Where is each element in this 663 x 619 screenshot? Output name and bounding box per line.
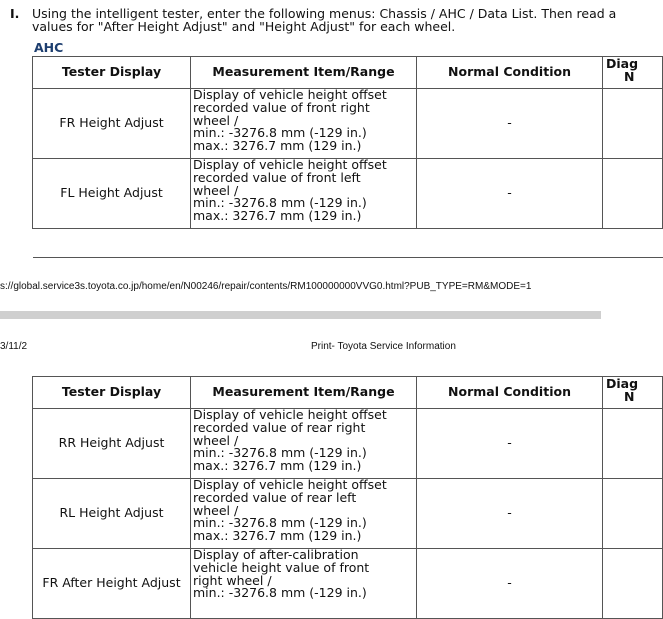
normal-condition-cell: - bbox=[417, 479, 603, 549]
tester-display-cell: RR Height Adjust bbox=[33, 409, 191, 479]
data-list-table-2 bbox=[32, 376, 663, 619]
table-row bbox=[33, 159, 663, 229]
tester-display-cell: FR Height Adjust bbox=[33, 89, 191, 159]
measurement-cell bbox=[191, 159, 417, 229]
step-text-line-1: Using the intelligent tester, enter the following menus: Chassis / AHC / Data List. Then read a bbox=[32, 6, 617, 21]
spacer-row bbox=[33, 229, 663, 258]
measurement-line: Display of vehicle height offset bbox=[193, 477, 387, 492]
measurement-cell bbox=[191, 409, 417, 479]
measurement-cell bbox=[191, 89, 417, 159]
measurement-line: recorded value of front left bbox=[193, 169, 361, 185]
measurement-line: min.: -3276.8 mm (-129 in.) bbox=[193, 125, 367, 141]
header-diagnostic-note: Diag N bbox=[603, 57, 663, 89]
measurement-line: Display of vehicle height offset bbox=[193, 87, 387, 102]
measurement-line: max.: 3276.7 mm (129 in.) bbox=[193, 528, 362, 544]
measurement-line: right wheel / bbox=[193, 572, 272, 588]
header-tester-display: Tester Display bbox=[33, 377, 191, 409]
table-body bbox=[33, 89, 663, 229]
measurement-line: Display of after-calibration bbox=[193, 547, 359, 562]
table-row bbox=[33, 549, 663, 619]
table-header-row bbox=[33, 377, 663, 409]
measurement-line: max.: 3276.7 mm (129 in.) bbox=[193, 458, 362, 474]
diagnostic-note-cell bbox=[603, 549, 663, 619]
measurement-line: wheel / bbox=[193, 112, 239, 128]
tester-display-cell: RL Height Adjust bbox=[33, 479, 191, 549]
data-list-table-1 bbox=[32, 56, 663, 258]
measurement-line: max.: 3276.7 mm (129 in.) bbox=[193, 138, 362, 154]
table-row bbox=[33, 89, 663, 159]
normal-condition-cell: - bbox=[417, 549, 603, 619]
diagnostic-note-cell bbox=[603, 479, 663, 549]
measurement-cell bbox=[191, 479, 417, 549]
measurement-line: wheel / bbox=[193, 182, 239, 198]
normal-condition-cell: - bbox=[417, 409, 603, 479]
header-normal-condition: Normal Condition bbox=[417, 57, 603, 89]
measurement-line: min.: -3276.8 mm (-129 in.) bbox=[193, 585, 367, 601]
measurement-line: min.: -3276.8 mm (-129 in.) bbox=[193, 445, 367, 461]
header-tester-display: Tester Display bbox=[33, 57, 191, 89]
diagnostic-note-cell bbox=[603, 409, 663, 479]
measurement-line: Display of vehicle height offset bbox=[193, 157, 387, 172]
step-text-line-2: values for "After Height Adjust" and "Height Adjust" for each wheel. bbox=[32, 19, 456, 34]
measurement-line: wheel / bbox=[193, 502, 239, 518]
table-body bbox=[33, 409, 663, 619]
header-diagnostic-note: Diag N bbox=[603, 377, 663, 409]
tester-display-cell: FL Height Adjust bbox=[33, 159, 191, 229]
header-measurement: Measurement Item/Range bbox=[191, 377, 417, 409]
table-row bbox=[33, 479, 663, 549]
measurement-cell bbox=[191, 549, 417, 619]
measurement-line: recorded value of rear left bbox=[193, 489, 357, 505]
diagnostic-note-cell bbox=[603, 159, 663, 229]
header-normal-condition: Normal Condition bbox=[417, 377, 603, 409]
step-number: I. bbox=[10, 6, 20, 21]
footer-url: s://global.service3s.toyota.co.jp/home/en/N00246/repair/contents/RM100000000VVG0.html?PUB_TYPE=RM&MODE=1 bbox=[0, 281, 532, 292]
table-header-row bbox=[33, 57, 663, 89]
measurement-line: wheel / bbox=[193, 432, 239, 448]
print-date: 3/11/2 bbox=[0, 341, 28, 352]
measurement-line: min.: -3276.8 mm (-129 in.) bbox=[193, 195, 367, 211]
measurement-line: Display of vehicle height offset bbox=[193, 407, 387, 422]
table-row bbox=[33, 409, 663, 479]
measurement-line: recorded value of rear right bbox=[193, 419, 366, 435]
print-header: Print- Toyota Service Information bbox=[311, 341, 456, 352]
normal-condition-cell: - bbox=[417, 159, 603, 229]
section-title: AHC bbox=[34, 40, 64, 55]
diagnostic-note-cell bbox=[603, 89, 663, 159]
measurement-line: max.: 3276.7 mm (129 in.) bbox=[193, 208, 362, 224]
measurement-line: recorded value of front right bbox=[193, 99, 370, 115]
page-break bbox=[0, 311, 601, 319]
measurement-line: min.: -3276.8 mm (-129 in.) bbox=[193, 515, 367, 531]
header-measurement: Measurement Item/Range bbox=[191, 57, 417, 89]
measurement-line: vehicle height value of front bbox=[193, 559, 370, 575]
normal-condition-cell: - bbox=[417, 89, 603, 159]
tester-display-cell: FR After Height Adjust bbox=[33, 549, 191, 619]
